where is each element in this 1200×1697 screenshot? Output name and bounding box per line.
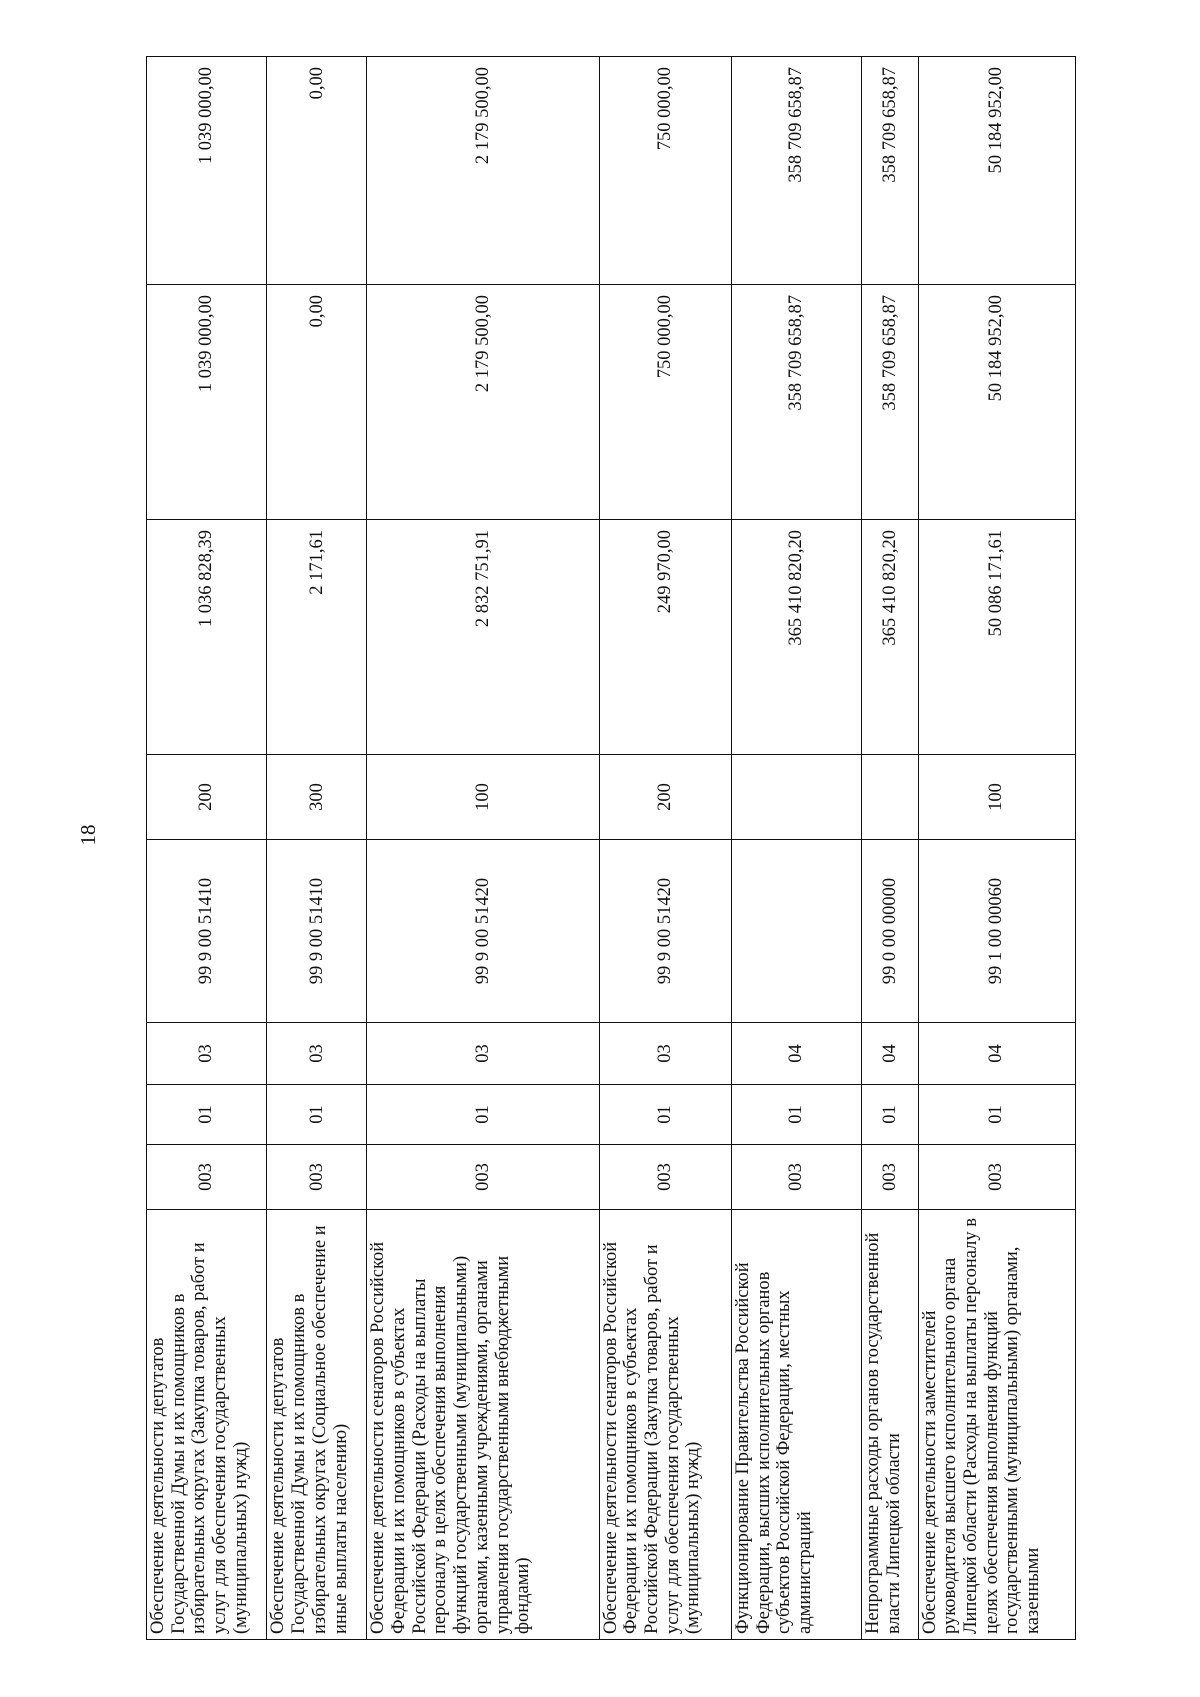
expense-type-code: 100 bbox=[367, 755, 599, 840]
subsection-code: 03 bbox=[367, 1023, 599, 1085]
target-article-code: 99 9 00 51420 bbox=[599, 840, 731, 1023]
amount-3: 1 039 000,00 bbox=[147, 57, 267, 285]
budget-table bbox=[146, 56, 1076, 1640]
amount-1: 365 410 820,20 bbox=[862, 520, 918, 755]
amount-2: 1 039 000,00 bbox=[147, 285, 267, 520]
ministry-code: 003 bbox=[731, 1145, 861, 1210]
amount-1: 50 086 171,61 bbox=[918, 520, 1075, 755]
table-row bbox=[147, 57, 267, 1640]
section-code: 01 bbox=[862, 1085, 918, 1145]
table-row bbox=[731, 57, 861, 1640]
row-description: Функционирование Правительства Российской Федерации, высших исполнительных органов субъектов Российской Федерации, местных администраций bbox=[731, 1210, 861, 1640]
section-code: 01 bbox=[599, 1085, 731, 1145]
row-description: Обеспечение деятельности депутатов Государственной Думы и их помощников в избирательных округах (Социальное обеспечение и иные выплаты населению) bbox=[267, 1210, 367, 1640]
ministry-code: 003 bbox=[599, 1145, 731, 1210]
section-code: 01 bbox=[147, 1085, 267, 1145]
expense-type-code: 200 bbox=[599, 755, 731, 840]
amount-3: 750 000,00 bbox=[599, 57, 731, 285]
row-description: Обеспечение деятельности сенаторов Российской Федерации и их помощников в субъектах Российской Федерации (Закупка товаров, работ и услуг для обеспечения государственных (муниципальных) нужд) bbox=[599, 1210, 731, 1640]
amount-3: 358 709 658,87 bbox=[731, 57, 861, 285]
subsection-code: 04 bbox=[862, 1023, 918, 1085]
ministry-code: 003 bbox=[267, 1145, 367, 1210]
amount-3: 0,00 bbox=[267, 57, 367, 285]
section-code: 01 bbox=[731, 1085, 861, 1145]
budget-table-sheet bbox=[146, 57, 1076, 1640]
row-description: Непрограммные расходы органов государственной власти Липецкой области bbox=[862, 1210, 918, 1640]
target-article-code: 99 9 00 51420 bbox=[367, 840, 599, 1023]
section-code: 01 bbox=[267, 1085, 367, 1145]
target-article-code: 99 0 00 00000 bbox=[862, 840, 918, 1023]
amount-2: 750 000,00 bbox=[599, 285, 731, 520]
ministry-code: 003 bbox=[862, 1145, 918, 1210]
target-article-code: 99 1 00 00060 bbox=[918, 840, 1075, 1023]
amount-2: 2 179 500,00 bbox=[367, 285, 599, 520]
row-description: Обеспечение деятельности заместителей руководителя высшего исполнительного органа Липецкой области (Расходы на выплаты персоналу в целях обеспечения выполнения функций государственными (муниципальными) органами, казенными bbox=[918, 1210, 1075, 1640]
table-row bbox=[267, 57, 367, 1640]
amount-2: 50 184 952,00 bbox=[918, 285, 1075, 520]
target-article-code: 99 9 00 51410 bbox=[267, 840, 367, 1023]
amount-1: 2 832 751,91 bbox=[367, 520, 599, 755]
section-code: 01 bbox=[367, 1085, 599, 1145]
row-description: Обеспечение деятельности депутатов Государственной Думы и их помощников в избирательных округах (Закупка товаров, работ и услуг для обеспечения государственных (муниципальных) нужд) bbox=[147, 1210, 267, 1640]
amount-1: 1 036 828,39 bbox=[147, 520, 267, 755]
section-code: 01 bbox=[918, 1085, 1075, 1145]
amount-1: 2 171,61 bbox=[267, 520, 367, 755]
expense-type-code bbox=[862, 755, 918, 840]
table-row bbox=[599, 57, 731, 1640]
amount-2: 358 709 658,87 bbox=[731, 285, 861, 520]
expense-type-code bbox=[731, 755, 861, 840]
amount-2: 358 709 658,87 bbox=[862, 285, 918, 520]
ministry-code: 003 bbox=[147, 1145, 267, 1210]
expense-type-code: 300 bbox=[267, 755, 367, 840]
subsection-code: 04 bbox=[731, 1023, 861, 1085]
subsection-code: 03 bbox=[599, 1023, 731, 1085]
expense-type-code: 100 bbox=[918, 755, 1075, 840]
amount-1: 365 410 820,20 bbox=[731, 520, 861, 755]
subsection-code: 03 bbox=[147, 1023, 267, 1085]
table-row bbox=[862, 57, 918, 1640]
row-description: Обеспечение деятельности сенаторов Российской Федерации и их помощников в субъектах Российской Федерации (Расходы на выплаты персоналу в целях обеспечения выполнения функций государственными (муниципальными) органами, казенными учреждениями, органами управления государственными внебюджетными фондами) bbox=[367, 1210, 599, 1640]
table-row bbox=[367, 57, 599, 1640]
page-number: 18 bbox=[76, 824, 100, 846]
amount-3: 2 179 500,00 bbox=[367, 57, 599, 285]
expense-type-code: 200 bbox=[147, 755, 267, 840]
ministry-code: 003 bbox=[918, 1145, 1075, 1210]
table-row bbox=[918, 57, 1075, 1640]
amount-3: 50 184 952,00 bbox=[918, 57, 1075, 285]
amount-1: 249 970,00 bbox=[599, 520, 731, 755]
subsection-code: 04 bbox=[918, 1023, 1075, 1085]
amount-3: 358 709 658,87 bbox=[862, 57, 918, 285]
ministry-code: 003 bbox=[367, 1145, 599, 1210]
amount-2: 0,00 bbox=[267, 285, 367, 520]
target-article-code: 99 9 00 51410 bbox=[147, 840, 267, 1023]
subsection-code: 03 bbox=[267, 1023, 367, 1085]
target-article-code bbox=[731, 840, 861, 1023]
